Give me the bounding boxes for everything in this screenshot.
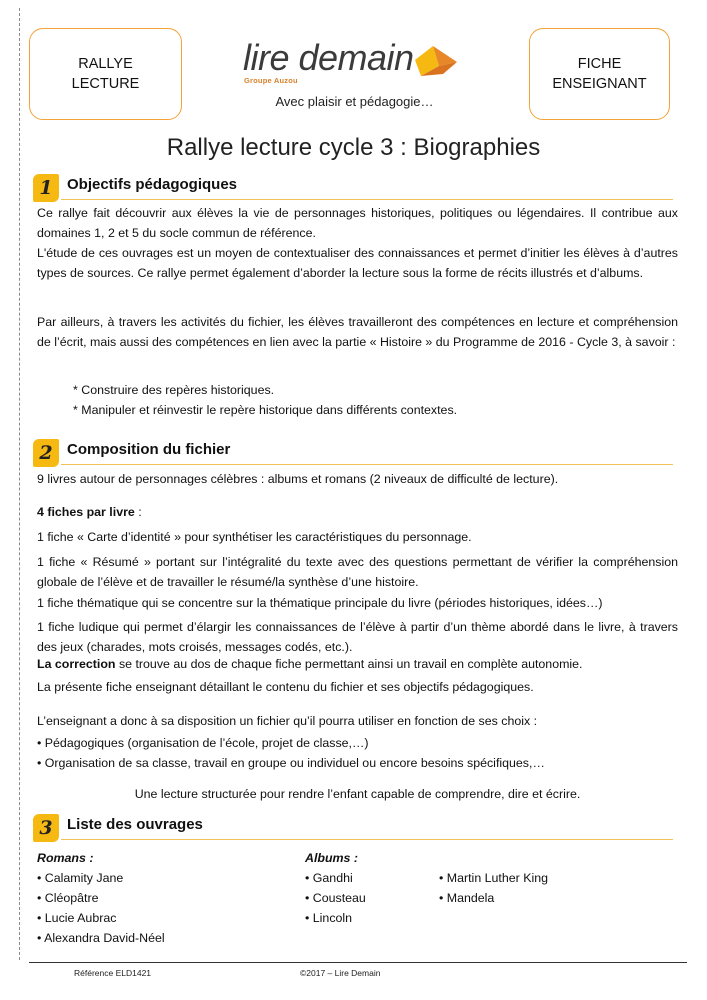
closing-line: Une lecture structurée pour rendre l’enfant capable de comprendre, dire et écrire. (134, 787, 581, 801)
logo-name: lire demain (243, 37, 414, 78)
open-book-icon (413, 40, 461, 80)
paragraph: 1 fiche « Carte d’identité » pour synthétiser les caractéristiques du personnage. (37, 530, 472, 544)
section-number-badge: 2 (33, 439, 59, 467)
footer-divider (29, 962, 687, 963)
copyright: ©2017 – Lire Demain (300, 968, 381, 978)
fiche-enseignant-label: FICHE ENSEIGNANT (552, 56, 647, 92)
list-item: • Lucie Aubrac (37, 911, 117, 925)
section-3-heading (33, 814, 673, 844)
fiche-enseignant-box (529, 28, 670, 120)
albums-heading: Albums : (305, 851, 359, 865)
list-item: • Calamity Jane (37, 871, 124, 885)
tagline: Avec plaisir et pédagogie… (275, 94, 434, 109)
paragraph: Ce rallye fait découvrir aux élèves la vie de personnages historiques, politiques ou légendaires. Il contribue aux domaines 1, 2 et 5 du socle commun de référence. (37, 206, 678, 240)
paragraph: L’enseignant a donc à sa disposition un fichier qu’il pourra utiliser en fonction de ses choix : (37, 714, 538, 728)
paragraph: 1 fiche « Résumé » portant sur l’intégralité du texte avec des questions permettant de vérifier la compréhension globale de l’élève et de travailler le résumé/la synthèse d’une histoire. (37, 555, 678, 589)
paragraph: 4 fiches par livre : (37, 505, 142, 519)
list-item: • Alexandra David-Néel (37, 931, 165, 945)
section-divider (61, 839, 673, 840)
section-title: Objectifs pédagogiques (67, 176, 238, 193)
list-item: • Gandhi (305, 871, 353, 885)
paragraph: La présente fiche enseignant détaillant le contenu du fichier et ses objectifs pédagogiques. (37, 680, 534, 694)
list-item: • Cléopâtre (37, 891, 99, 905)
paragraph: Par ailleurs, à travers les activités du fichier, les élèves travailleront des compétences en lecture et compréhension de l’écrit, mais aussi des compétences en lien avec la partie « Histoire » du Programme de 2016 - Cycle 3, à savoir : (37, 315, 678, 349)
section-number-badge: 1 (33, 174, 59, 202)
list-item: • Martin Luther King (439, 871, 549, 885)
list-item: * Manipuler et réinvestir le repère historique dans différents contextes. (73, 403, 458, 417)
section-2-heading (33, 439, 673, 469)
section-title: Liste des ouvrages (67, 816, 203, 833)
paragraph: La correction se trouve au dos de chaque fiche permettant ainsi un travail en complète autonomie. (37, 657, 583, 671)
list-item: • Mandela (439, 891, 495, 905)
paragraph: 9 livres autour de personnages célèbres : albums et romans (2 niveaux de difficulté de lecture). (37, 472, 559, 486)
reference-code: Référence ELD1421 (74, 968, 152, 978)
paragraph: 1 fiche thématique qui se concentre sur la thématique principale du livre (périodes historiques, idées…) (37, 596, 603, 610)
list-item: • Pédagogiques (organisation de l’école, projet de classe,…) (37, 736, 369, 750)
list-item: • Organisation de sa classe, travail en groupe ou individuel ou encore besoins spécifiques,… (37, 756, 545, 770)
list-item: • Lincoln (305, 911, 353, 925)
section-divider (61, 464, 673, 465)
lire-demain-logo (243, 36, 468, 92)
romans-heading: Romans : (37, 851, 94, 865)
logo-group: Groupe Auzou (244, 76, 298, 85)
paragraph: 1 fiche ludique qui permet d’élargir les connaissances de l’élève à partir d’un thème abordé dans le livre, à travers des jeux (charades, mots croisés, messages codés, etc.). (37, 620, 678, 654)
section-divider (61, 199, 673, 200)
section-title: Composition du fichier (67, 441, 231, 458)
page-title: Rallye lecture cycle 3 : Biographies (166, 134, 541, 161)
section-number-badge: 3 (33, 814, 59, 842)
list-item: • Cousteau (305, 891, 366, 905)
paragraph: L'étude de ces ouvrages est un moyen de contextualiser des connaissances et permet d’initier les élèves à d’autres types de sources. Ce rallye permet également d’aborder la lecture sous la forme de récits illustrés et d’albums. (37, 246, 678, 280)
section-1-heading (33, 174, 673, 204)
list-item: * Construire des repères historiques. (73, 383, 275, 397)
rallye-lecture-label: RALLYE LECTURE (71, 56, 140, 92)
